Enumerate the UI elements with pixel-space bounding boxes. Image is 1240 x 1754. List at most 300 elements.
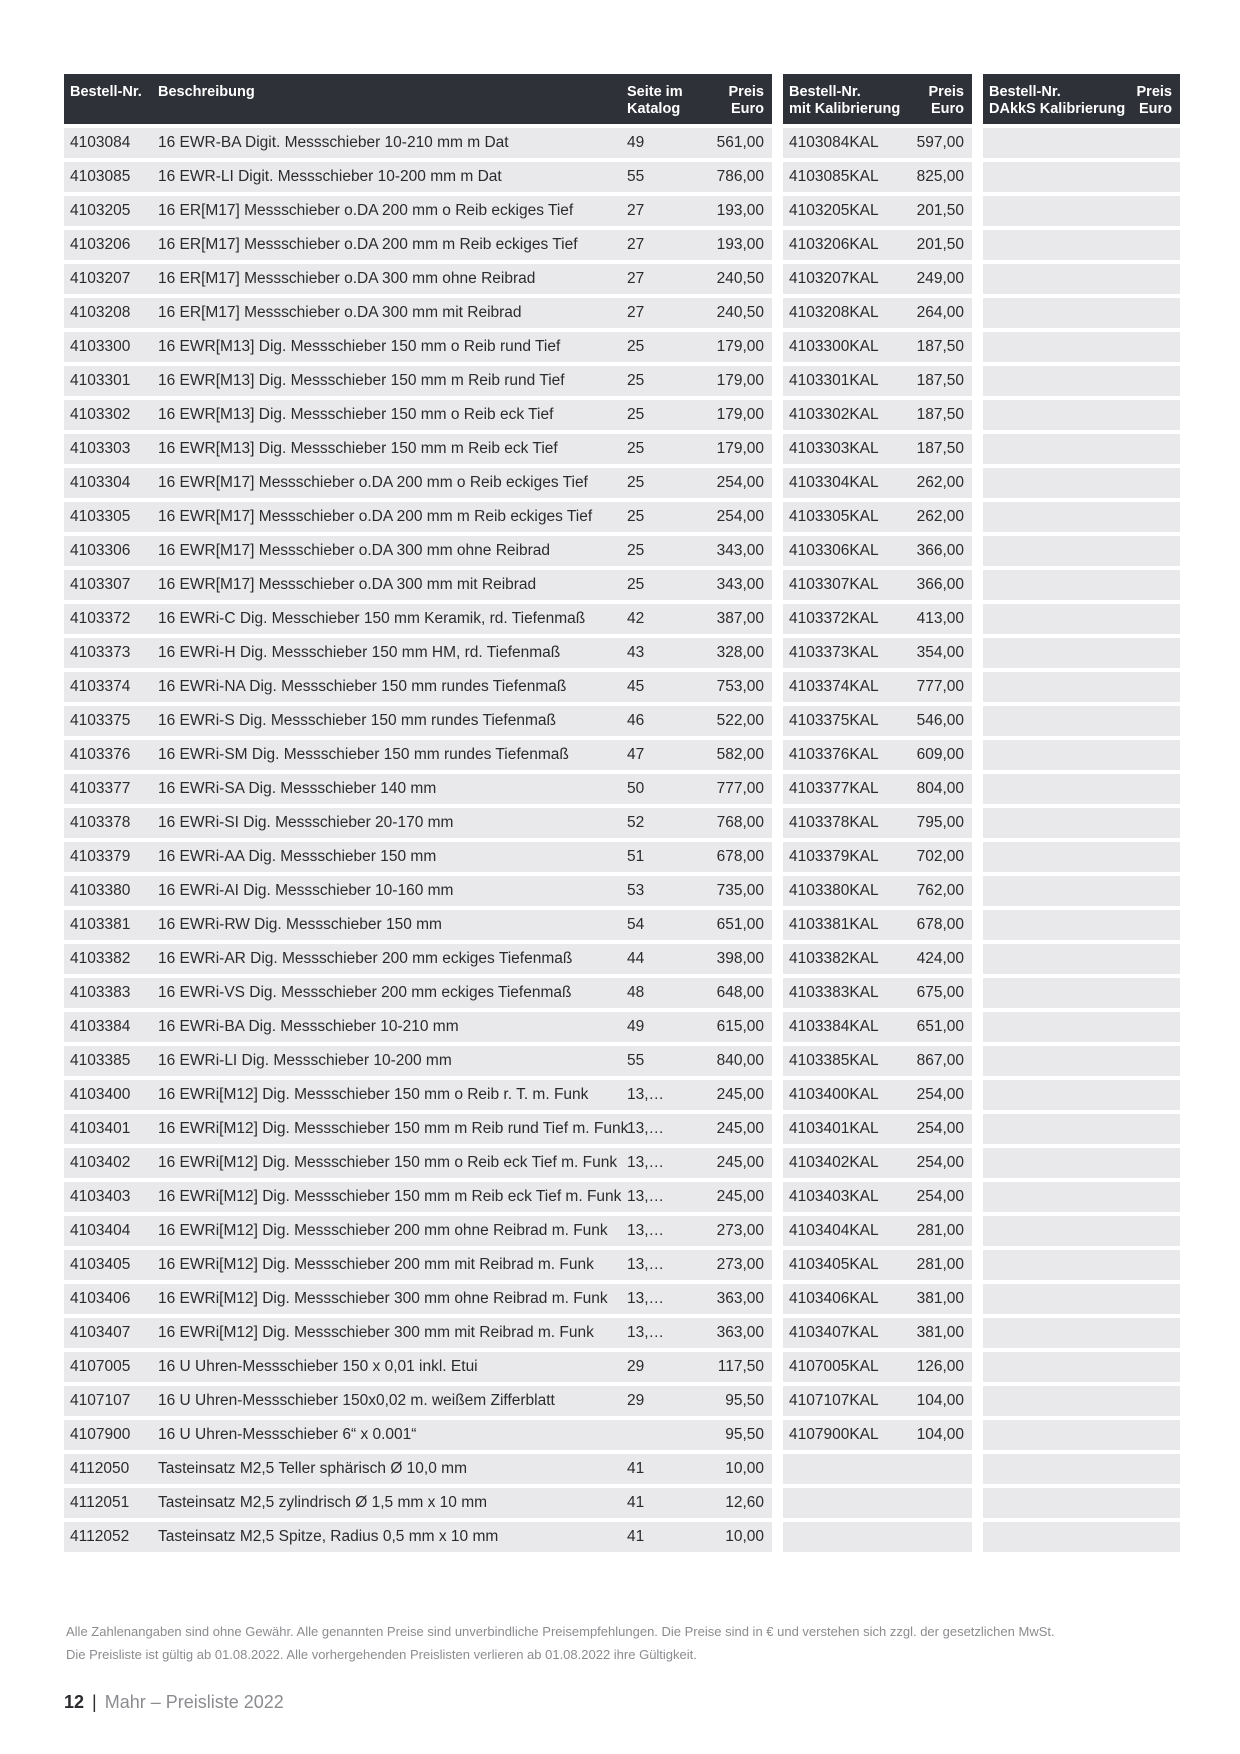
order-number-cell: 4103307 [70,576,131,593]
table-row [783,230,972,260]
catalog-page-cell: 27 [627,202,645,219]
table-row [983,1012,1180,1042]
order-number-cell: 4103374 [70,678,131,695]
calibration-order-number-cell: 4103085KAL [789,168,879,185]
calibration-price-cell: 187,50 [916,372,964,389]
table-row [983,1488,1180,1518]
price-cell: 193,00 [716,236,764,253]
table-row [64,230,772,260]
table-row [64,1046,772,1076]
price-cell: 786,00 [716,168,764,185]
catalog-page-cell: 13,… [627,1222,665,1239]
catalog-page-cell: 13,… [627,1188,665,1205]
price-cell: 753,00 [716,678,764,695]
table-row [983,570,1180,600]
description-cell: 16 ER[M17] Messschieber o.DA 200 mm m Reib eckiges Tief [158,236,578,253]
calibration-price-cell: 262,00 [916,474,964,491]
order-number-cell: 4103381 [70,916,131,933]
header-description: Beschreibung [158,84,255,100]
calibration-order-number-cell: 4103306KAL [789,542,879,559]
order-number-cell: 4103304 [70,474,131,491]
order-number-cell: 4103306 [70,542,131,559]
price-cell: 363,00 [716,1324,764,1341]
table-row [64,774,772,804]
description-cell: 16 EWR[M13] Dig. Messschieber 150 mm m Reib rund Tief [158,372,565,389]
calibration-order-number-cell: 4103403KAL [789,1188,879,1205]
order-number-cell: 4103084 [70,134,131,151]
price-cell: 840,00 [716,1052,764,1069]
calibration-order-number-cell: 4103376KAL [789,746,879,763]
table-row [783,400,972,430]
description-cell: 16 ER[M17] Messschieber o.DA 300 mm ohne Reibrad [158,270,536,287]
description-cell: 16 EWRi-LI Dig. Messschieber 10-200 mm [158,1052,452,1069]
table-row [983,332,1180,362]
order-number-cell: 4103383 [70,984,131,1001]
description-cell: 16 EWR[M17] Messschieber o.DA 200 mm o Reib eckiges Tief [158,474,588,491]
calibration-order-number-cell: 4103372KAL [789,610,879,627]
description-cell: 16 EWRi-RW Dig. Messschieber 150 mm [158,916,442,933]
catalog-page-cell: 50 [627,780,645,797]
table-row [783,366,972,396]
order-number-cell: 4103207 [70,270,131,287]
page-footer [64,1692,284,1713]
table-row [983,842,1180,872]
calibration-order-number-cell: 4103084KAL [789,134,879,151]
price-cell: 651,00 [716,916,764,933]
order-number-cell: 4103382 [70,950,131,967]
calibration-price-cell: 187,50 [916,338,964,355]
order-number-cell: 4107900 [70,1426,131,1443]
disclaimer-footnote [66,1620,1176,1666]
calibration-price-cell: 825,00 [916,168,964,185]
table-row [64,944,772,974]
price-cell: 10,00 [725,1528,764,1545]
table-row [64,1454,772,1484]
table-row [783,1454,972,1484]
description-cell: 16 EWR[M13] Dig. Messschieber 150 mm m Reib eck Tief [158,440,558,457]
description-cell: 16 EWRi-BA Dig. Messschieber 10-210 mm [158,1018,459,1035]
table-row [64,502,772,532]
calibration-price-cell: 867,00 [916,1052,964,1069]
table-row [783,196,972,226]
table-row [64,808,772,838]
table-row [783,570,972,600]
description-cell: 16 EWR-LI Digit. Messschieber 10-200 mm m Dat [158,168,502,185]
table-row [64,1318,772,1348]
table-row [983,536,1180,566]
description-cell: 16 EWRi[M12] Dig. Messschieber 150 mm m Reib eck Tief m. Funk [158,1188,622,1205]
catalog-page-cell: 27 [627,270,645,287]
calibration-order-number-cell: 4103377KAL [789,780,879,797]
table-row [783,264,972,294]
calibration-order-number-cell: 4103304KAL [789,474,879,491]
catalog-page-cell: 47 [627,746,645,763]
table-row [983,978,1180,1008]
table-row [64,1182,772,1212]
table-row [783,978,972,1008]
description-cell: 16 U Uhren-Messschieber 6“ x 0.001“ [158,1426,417,1443]
order-number-cell: 4112052 [70,1528,130,1545]
table-row [983,468,1180,498]
table-row [64,128,772,158]
calibration-order-number-cell: 4107900KAL [789,1426,879,1443]
description-cell: 16 EWR[M13] Dig. Messschieber 150 mm o Reib rund Tief [158,338,561,355]
table-row [64,1352,772,1382]
calibration-table-header [783,74,972,124]
calibration-order-number-cell: 4103374KAL [789,678,879,695]
calibration-price-cell: 366,00 [916,576,964,593]
price-cell: 240,50 [716,304,764,321]
header-calibration-order-number: Bestell-Nr. mit Kalibrierung [789,84,901,117]
dakks-price-table [983,74,1180,1556]
price-cell: 245,00 [716,1154,764,1171]
calibration-order-number-cell: 4103303KAL [789,440,879,457]
catalog-page-cell: 13,… [627,1256,665,1273]
order-number-cell: 4103378 [70,814,131,831]
price-cell: 10,00 [725,1460,764,1477]
order-number-cell: 4103402 [70,1154,131,1171]
description-cell: Tasteinsatz M2,5 Spitze, Radius 0,5 mm x 10 mm [158,1528,499,1545]
description-cell: 16 U Uhren-Messschieber 150x0,02 m. weißem Zifferblatt [158,1392,555,1409]
description-cell: 16 EWR[M17] Messschieber o.DA 200 mm m Reib eckiges Tief [158,508,593,525]
description-cell: 16 EWRi-VS Dig. Messschieber 200 mm eckiges Tiefenmaß [158,984,572,1001]
price-cell: 343,00 [716,542,764,559]
table-row [783,1114,972,1144]
table-row [783,1012,972,1042]
table-row [783,876,972,906]
main-price-table [64,74,772,1556]
header-catalog-page: Seite im Katalog [627,84,683,117]
table-row [983,1420,1180,1450]
table-row [783,468,972,498]
price-cell: 179,00 [716,338,764,355]
table-row [783,1148,972,1178]
table-row [64,332,772,362]
description-cell: 16 EWRi[M12] Dig. Messschieber 150 mm o Reib r. T. m. Funk [158,1086,589,1103]
calibration-price-cell: 381,00 [916,1290,964,1307]
catalog-page-cell: 13,… [627,1120,665,1137]
table-row [983,1318,1180,1348]
order-number-cell: 4112050 [70,1460,130,1477]
table-row [983,1522,1180,1552]
catalog-page-cell: 13,… [627,1154,665,1171]
order-number-cell: 4103372 [70,610,131,627]
order-number-cell: 4103301 [70,372,131,389]
table-row [983,298,1180,328]
description-cell: 16 EWRi-AI Dig. Messschieber 10-160 mm [158,882,454,899]
price-cell: 273,00 [716,1222,764,1239]
calibration-order-number-cell: 4103305KAL [789,508,879,525]
table-row [983,1386,1180,1416]
calibration-price-cell: 762,00 [916,882,964,899]
catalog-page-cell: 13,… [627,1290,665,1307]
catalog-page-cell: 41 [627,1460,645,1477]
calibration-order-number-cell: 4103400KAL [789,1086,879,1103]
calibration-order-number-cell: 4103383KAL [789,984,879,1001]
table-row [64,910,772,940]
table-row [983,502,1180,532]
catalog-page-cell: 53 [627,882,645,899]
calibration-price-cell: 381,00 [916,1324,964,1341]
table-row [783,536,972,566]
calibration-order-number-cell: 4103208KAL [789,304,879,321]
calibration-price-cell: 104,00 [916,1426,964,1443]
order-number-cell: 4103384 [70,1018,131,1035]
price-cell: 648,00 [716,984,764,1001]
order-number-cell: 4103303 [70,440,131,457]
order-number-cell: 4103205 [70,202,131,219]
description-cell: 16 EWRi-SM Dig. Messschieber 150 mm rundes Tiefenmaß [158,746,569,763]
calibration-order-number-cell: 4103402KAL [789,1154,879,1171]
description-cell: 16 EWRi-AR Dig. Messschieber 200 mm eckiges Tiefenmaß [158,950,573,967]
price-cell: 777,00 [716,780,764,797]
catalog-page-cell: 51 [627,848,645,865]
price-cell: 245,00 [716,1086,764,1103]
description-cell: 16 EWRi[M12] Dig. Messschieber 300 mm mit Reibrad m. Funk [158,1324,594,1341]
table-row [983,1250,1180,1280]
order-number-cell: 4103385 [70,1052,131,1069]
description-cell: 16 EWRi-H Dig. Messschieber 150 mm HM, rd. Tiefenmaß [158,644,561,661]
table-row [983,264,1180,294]
calibration-order-number-cell: 4103380KAL [789,882,879,899]
table-row [783,740,972,770]
calibration-price-cell: 804,00 [916,780,964,797]
catalog-page-cell: 25 [627,372,645,389]
table-row [983,672,1180,702]
calibration-price-cell: 262,00 [916,508,964,525]
main-table-body [64,128,772,1552]
catalog-page-cell: 48 [627,984,645,1001]
price-cell: 328,00 [716,644,764,661]
table-row [64,1284,772,1314]
calibration-order-number-cell: 4103384KAL [789,1018,879,1035]
description-cell: 16 EWRi[M12] Dig. Messschieber 150 mm m Reib rund Tief m. Funk [158,1120,629,1137]
calibration-price-cell: 249,00 [916,270,964,287]
calibration-order-number-cell: 4103379KAL [789,848,879,865]
table-row [64,1216,772,1246]
catalog-page-cell: 13,… [627,1324,665,1341]
footnote-line: Die Preisliste ist gültig ab 01.08.2022. Alle vorhergehenden Preislisten verlieren ab 01.08.2022 ihre Gültigkeit. [66,1647,697,1662]
catalog-page-cell: 44 [627,950,645,967]
table-row [783,672,972,702]
table-row [783,1522,972,1552]
table-row [783,774,972,804]
catalog-page-cell: 25 [627,508,645,525]
catalog-page-cell: 49 [627,134,645,151]
price-cell: 245,00 [716,1188,764,1205]
order-number-cell: 4103206 [70,236,131,253]
table-row [64,570,772,600]
table-row [983,774,1180,804]
order-number-cell: 4103373 [70,644,131,661]
table-row [783,944,972,974]
table-row [64,978,772,1008]
calibration-price-cell: 187,50 [916,406,964,423]
table-row [64,536,772,566]
table-row [783,502,972,532]
catalog-page-cell: 29 [627,1392,645,1409]
table-row [983,366,1180,396]
table-row [983,910,1180,940]
table-row [783,128,972,158]
table-row [64,1114,772,1144]
table-row [783,1420,972,1450]
calibration-order-number-cell: 4103407KAL [789,1324,879,1341]
description-cell: 16 EWRi-S Dig. Messschieber 150 mm rundes Tiefenmaß [158,712,556,729]
table-row [64,604,772,634]
header-dakks-order-number: Bestell-Nr. DAkkS Kalibrierung [989,84,1126,117]
table-row [783,1250,972,1280]
catalog-page-cell: 55 [627,1052,645,1069]
catalog-page-cell: 25 [627,474,645,491]
order-number-cell: 4103404 [70,1222,131,1239]
catalog-page-cell: 45 [627,678,645,695]
calibration-order-number-cell: 4103207KAL [789,270,879,287]
table-row [983,1148,1180,1178]
price-cell: 179,00 [716,372,764,389]
calibration-price-cell: 126,00 [916,1358,964,1375]
price-cell: 117,50 [717,1358,764,1375]
table-row [783,706,972,736]
dakks-table-header [983,74,1180,124]
calibration-price-cell: 795,00 [916,814,964,831]
order-number-cell: 4103208 [70,304,131,321]
price-cell: 343,00 [716,576,764,593]
table-row [783,1046,972,1076]
price-cell: 398,00 [716,950,764,967]
table-row [64,468,772,498]
order-number-cell: 4112051 [70,1494,130,1511]
table-row [64,706,772,736]
order-number-cell: 4103375 [70,712,131,729]
description-cell: Tasteinsatz M2,5 Teller sphärisch Ø 10,0 mm [158,1460,467,1477]
price-cell: 561,00 [716,134,764,151]
price-cell: 522,00 [716,712,764,729]
catalog-page-cell: 25 [627,576,645,593]
calibration-order-number-cell: 4103373KAL [789,644,879,661]
footer-title: Mahr – Preisliste 2022 [104,1692,284,1712]
description-cell: 16 ER[M17] Messschieber o.DA 300 mm mit Reibrad [158,304,522,321]
description-cell: 16 EWRi-NA Dig. Messschieber 150 mm rundes Tiefenmaß [158,678,567,695]
calibration-order-number-cell: 4103381KAL [789,916,879,933]
catalog-page-cell: 41 [627,1528,645,1545]
calibration-price-cell: 354,00 [916,644,964,661]
header-price: Preis Euro [728,84,764,117]
calibration-price-table [783,74,972,1556]
price-cell: 179,00 [716,440,764,457]
dakks-table-body [983,128,1180,1552]
price-cell: 582,00 [716,746,764,763]
price-cell: 245,00 [716,1120,764,1137]
table-row [983,740,1180,770]
price-cell: 254,00 [716,508,764,525]
description-cell: 16 EWRi[M12] Dig. Messschieber 150 mm o Reib eck Tief m. Funk [158,1154,618,1171]
order-number-cell: 4103376 [70,746,131,763]
table-row [64,1420,772,1450]
table-row [64,1386,772,1416]
order-number-cell: 4103305 [70,508,131,525]
table-row [983,1216,1180,1246]
table-row [983,706,1180,736]
table-row [64,1012,772,1042]
table-row [983,944,1180,974]
calibration-order-number-cell: 4103300KAL [789,338,879,355]
table-row [983,128,1180,158]
order-number-cell: 4103401 [70,1120,131,1137]
order-number-cell: 4107005 [70,1358,131,1375]
calibration-order-number-cell: 4107107KAL [789,1392,879,1409]
catalog-page-cell: 29 [627,1358,645,1375]
table-row [64,434,772,464]
table-row [64,1488,772,1518]
table-row [64,842,772,872]
description-cell: 16 EWRi[M12] Dig. Messschieber 200 mm mit Reibrad m. Funk [158,1256,594,1273]
table-row [983,1454,1180,1484]
order-number-cell: 4103400 [70,1086,131,1103]
calibration-price-cell: 597,00 [916,134,964,151]
table-row [983,1352,1180,1382]
calibration-order-number-cell: 4107005KAL [789,1358,879,1375]
table-row [783,1386,972,1416]
calibration-price-cell: 201,50 [916,236,964,253]
price-cell: 387,00 [716,610,764,627]
table-row [64,1250,772,1280]
catalog-page-cell: 46 [627,712,645,729]
table-row [64,1148,772,1178]
table-row [983,400,1180,430]
catalog-page-cell: 13,… [627,1086,665,1103]
calibration-order-number-cell: 4103307KAL [789,576,879,593]
table-row [783,842,972,872]
table-row [783,910,972,940]
description-cell: 16 EWR[M17] Messschieber o.DA 300 mm ohne Reibrad [158,542,550,559]
description-cell: 16 EWRi[M12] Dig. Messschieber 300 mm ohne Reibrad m. Funk [158,1290,608,1307]
price-cell: 95,50 [725,1392,764,1409]
price-cell: 615,00 [716,1018,764,1035]
table-row [783,808,972,838]
calibration-order-number-cell: 4103405KAL [789,1256,879,1273]
description-cell: 16 EWRi-C Dig. Messchieber 150 mm Keramik, rd. Tiefenmaß [158,610,586,627]
price-cell: 240,50 [716,270,764,287]
calibration-price-cell: 201,50 [916,202,964,219]
table-row [983,196,1180,226]
catalog-page-cell: 25 [627,406,645,423]
table-row [64,162,772,192]
table-row [783,1352,972,1382]
price-cell: 193,00 [716,202,764,219]
footnote-line: Alle Zahlenangaben sind ohne Gewähr. Alle genannten Preise sind unverbindliche Preisempfehlungen. Die Preise sind in € und verstehen sich zzgl. der gesetzlichen MwSt. [66,1624,1055,1639]
calibration-price-cell: 366,00 [916,542,964,559]
order-number-cell: 4103406 [70,1290,131,1307]
description-cell: 16 U Uhren-Messschieber 150 x 0,01 inkl. Etui [158,1358,478,1375]
table-row [983,1182,1180,1212]
catalog-page-cell: 27 [627,236,645,253]
table-row [983,638,1180,668]
price-cell: 95,50 [725,1426,764,1443]
table-row [783,1216,972,1246]
table-row [983,808,1180,838]
calibration-price-cell: 675,00 [916,984,964,1001]
order-number-cell: 4103403 [70,1188,131,1205]
table-row [64,638,772,668]
calibration-order-number-cell: 4103378KAL [789,814,879,831]
table-row [783,1318,972,1348]
table-row [983,230,1180,260]
catalog-page-cell: 42 [627,610,645,627]
table-row [783,1182,972,1212]
catalog-page-cell: 27 [627,304,645,321]
table-row [64,298,772,328]
